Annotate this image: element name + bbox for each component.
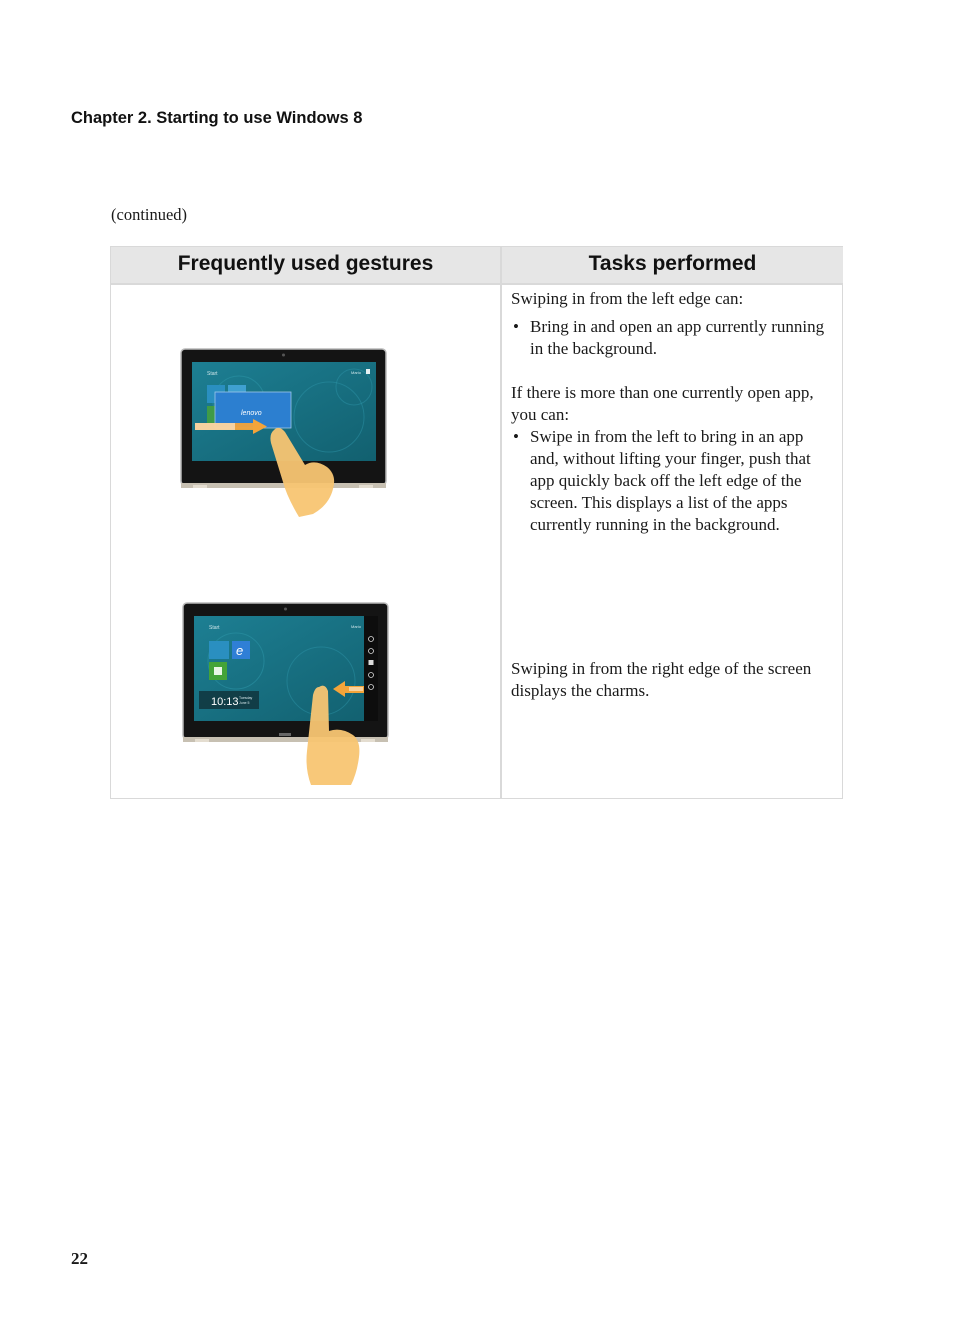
bullet-dot: • (513, 317, 519, 336)
gestures-table (110, 246, 843, 799)
swipe-left-illustration (179, 347, 404, 522)
tasks-column-header: Tasks performed (502, 247, 843, 283)
continued-label: (continued) (111, 205, 188, 224)
left-swipe-intro: Swiping in from the left edge can: (511, 289, 744, 308)
bullet-dot: • (513, 427, 519, 446)
clock-date: June 5 (239, 701, 250, 705)
list-item (511, 426, 836, 536)
column-divider (500, 247, 502, 798)
page-number: 22 (71, 1249, 88, 1268)
task-description-right-swipe (511, 658, 836, 702)
chapter-heading: Chapter 2. Starting to use Windows 8 (71, 109, 363, 127)
brand-label: lenovo (241, 410, 262, 417)
start-label: Start (209, 625, 220, 631)
list-item (511, 316, 836, 360)
left-swipe-bullet-2: Swipe in from the left to bring in an app and, without lifting your finger, push that app quickly back off the left edge of the screen. This displays a list of the apps currently running in the background. (530, 427, 811, 534)
ie-icon: e (236, 643, 244, 658)
charms-bar (364, 616, 378, 721)
left-swipe-bullet-1: Bring in and open an app currently running in the background. (530, 317, 825, 358)
task-description-left-swipe (511, 288, 836, 536)
gestures-column-header: Frequently used gestures (111, 247, 500, 283)
clock-day: Tuesday (239, 696, 253, 700)
swipe-right-illustration (181, 601, 406, 791)
user-label: Mario (351, 624, 362, 629)
right-swipe-text: Swiping in from the right edge of the screen displays the charms. (511, 659, 812, 700)
start-label: Start (207, 371, 218, 377)
clock-time: 10:13 (211, 696, 239, 708)
user-label: Mario (351, 370, 362, 375)
header-divider (111, 283, 842, 285)
left-swipe-para-2: If there is more than one currently open app, you can: (511, 383, 814, 424)
store-icon (214, 667, 222, 675)
